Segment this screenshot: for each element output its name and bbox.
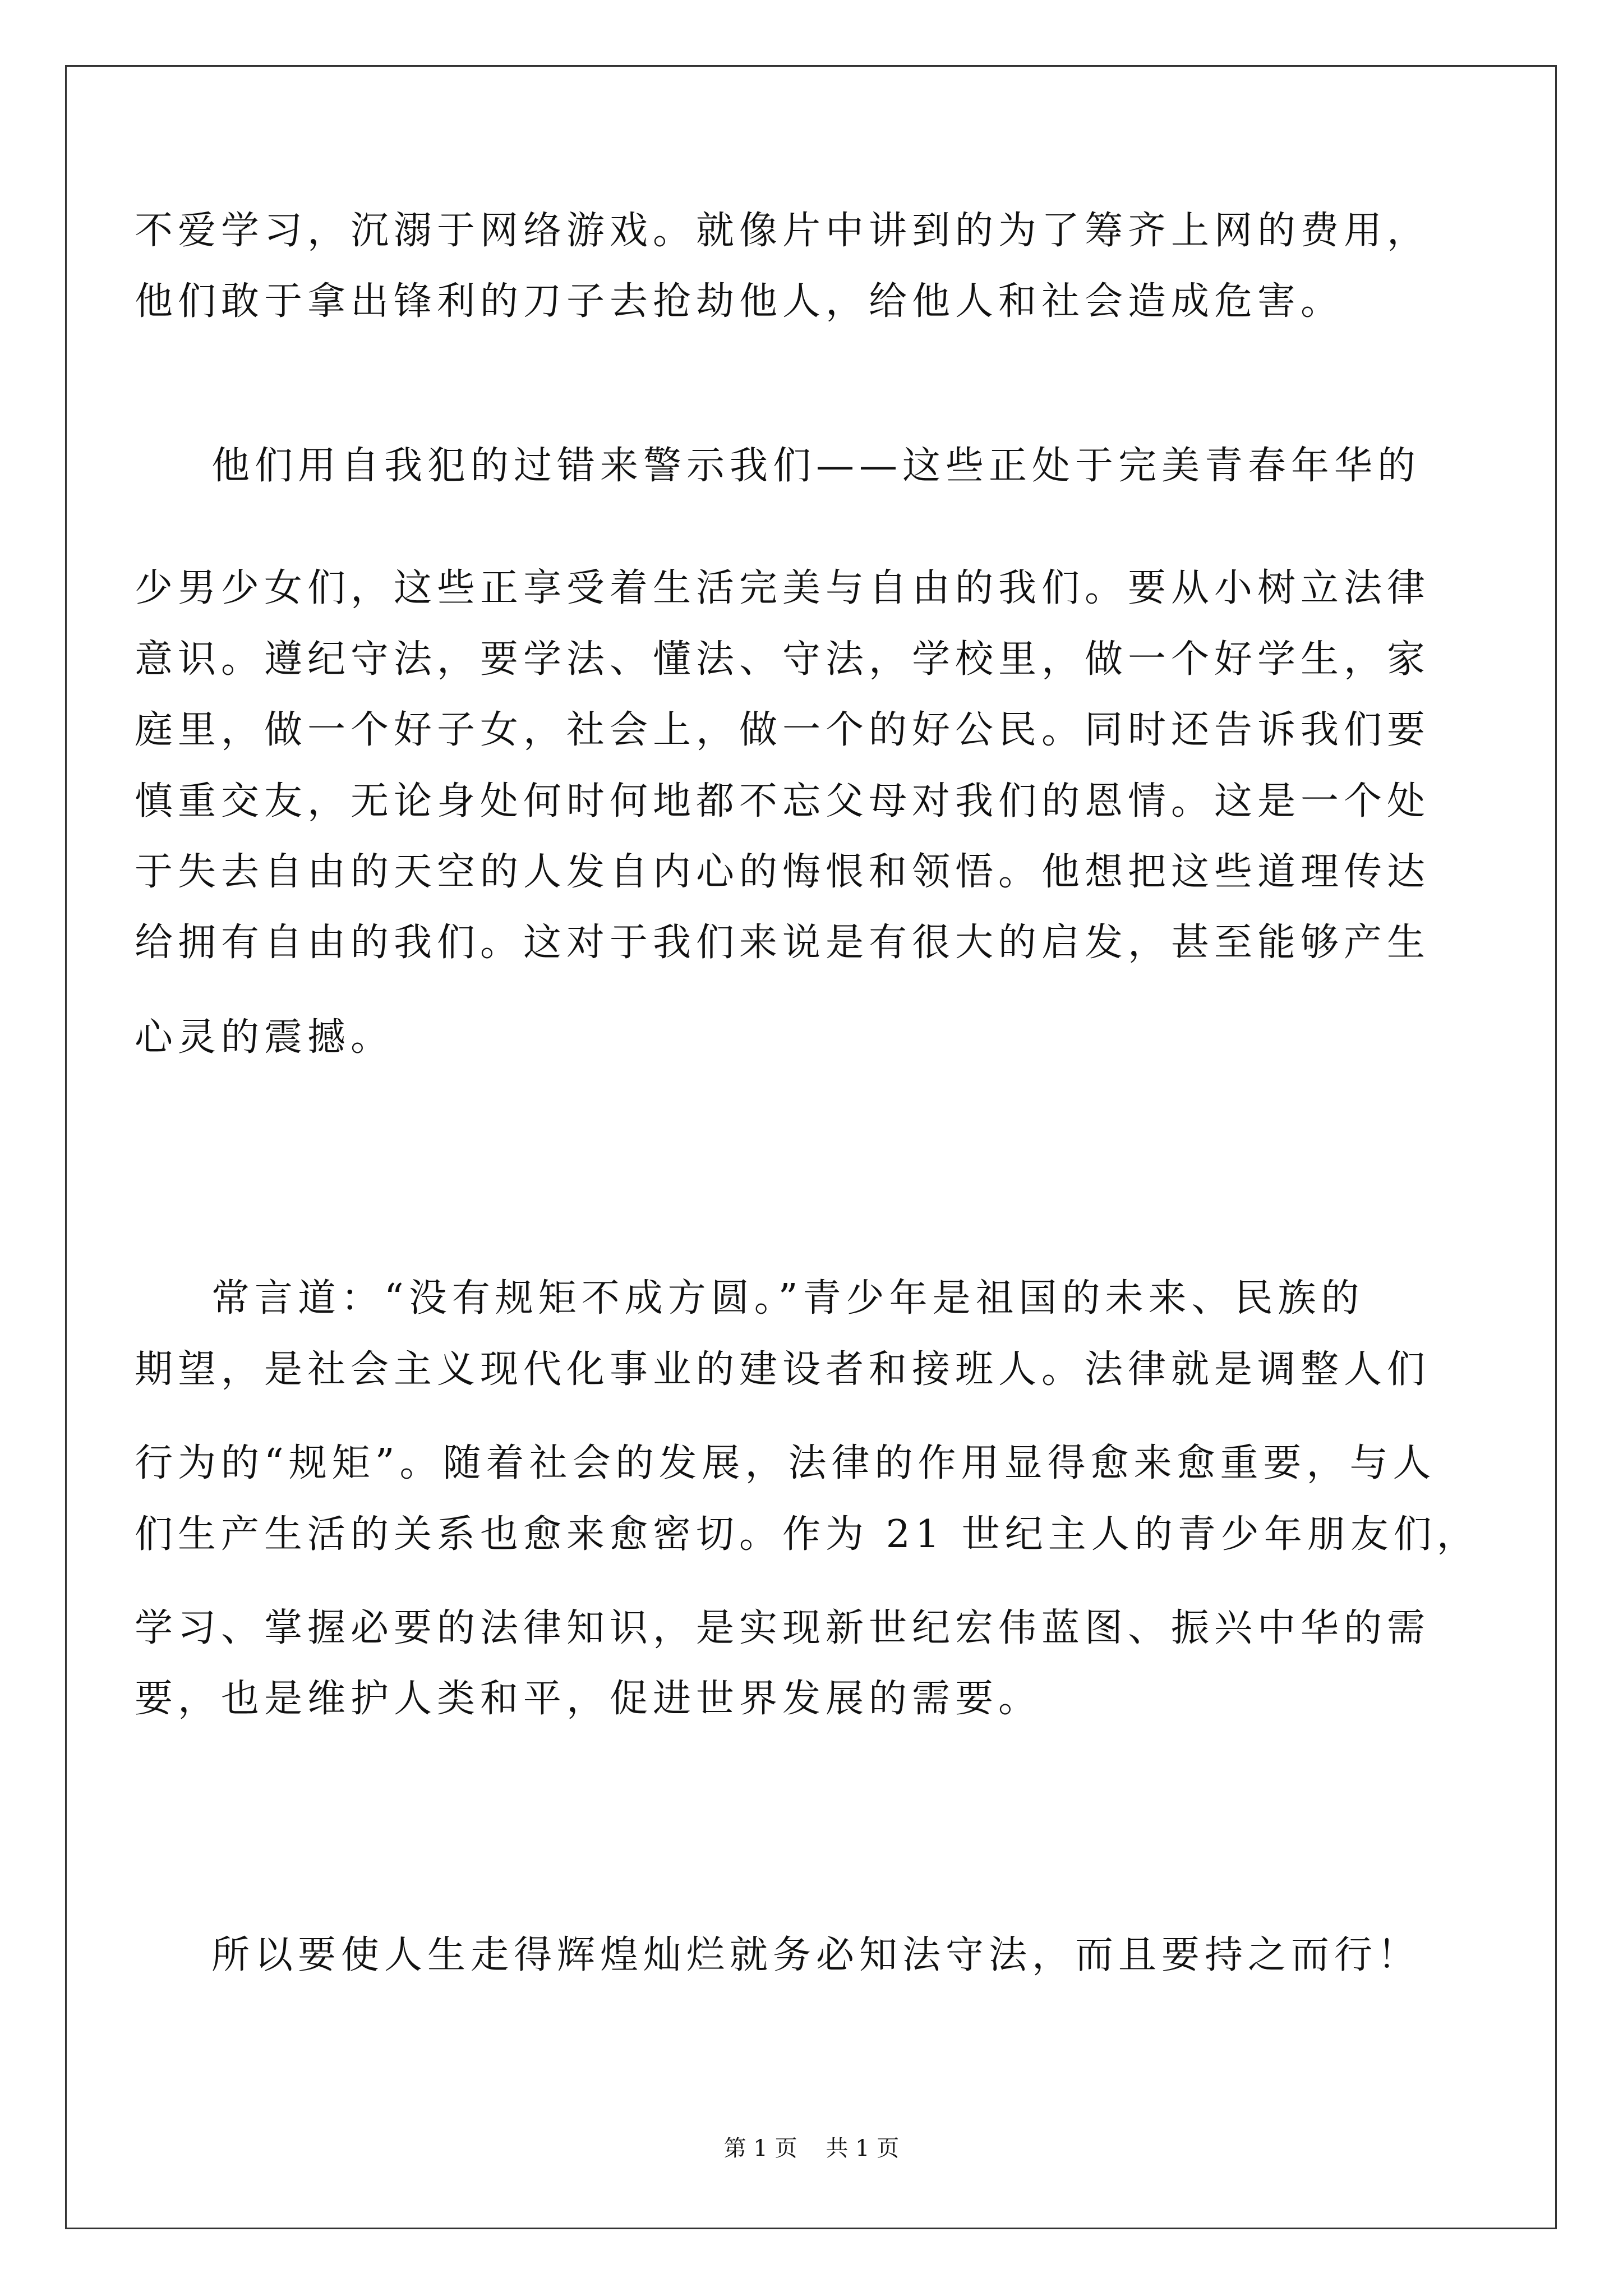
text-line: 给拥有自由的我们。这对于我们来说是有很大的启发，甚至能够产生 — [135, 921, 1431, 965]
paragraph-first-line: 所以要使人生走得辉煌灿烂就务必知法守法，而且要持之而行！ — [211, 1933, 1421, 1977]
text-line: 们生产生活的关系也愈来愈密切。作为 21 世纪主人的青少年朋友们， — [135, 1512, 1480, 1557]
text-line: 学习、掌握必要的法律知识，是实现新世纪宏伟蓝图、振兴中华的需 — [135, 1606, 1431, 1650]
text-line: 不爱学习，沉溺于网络游戏。就像片中讲到的为了筹齐上网的费用， — [135, 209, 1431, 253]
page-number: 第 1 页 共 1 页 — [723, 2136, 900, 2161]
text-line: 慎重交友，无论身处何时何地都不忘父母对我们的恩情。这是一个处 — [135, 779, 1431, 823]
text-line: 意识。遵纪守法，要学法、懂法、守法，学校里，做一个好学生，家 — [135, 637, 1431, 682]
page-border — [65, 65, 1557, 2229]
text-line: 庭里，做一个好子女，社会上，做一个的好公民。同时还告诉我们要 — [135, 708, 1431, 752]
text-line: 他们敢于拿出锋利的刀子去抢劫他人，给他人和社会造成危害。 — [135, 279, 1344, 324]
text-line: 要，也是维护人类和平，促进世界发展的需要。 — [135, 1677, 1042, 1721]
text-line: 心灵的震撼。 — [135, 1015, 394, 1060]
paragraph-first-line: 常言道：“没有规矩不成方圆。”青少年是祖国的未来、民族的 — [211, 1276, 1364, 1320]
text-line: 少男少女们，这些正享受着生活完美与自由的我们。要从小树立法律 — [135, 566, 1431, 610]
paragraph-first-line: 他们用自我犯的过错来警示我们——这些正处于完美青春年华的 — [211, 444, 1421, 488]
text-line: 于失去自由的天空的人发自内心的悔恨和领悟。他想把这些道理传达 — [135, 850, 1431, 894]
text-line: 期望，是社会主义现代化事业的建设者和接班人。法律就是调整人们 — [135, 1347, 1431, 1392]
text-line: 行为的“规矩”。随着社会的发展，法律的作用显得愈来愈重要，与人 — [135, 1441, 1436, 1485]
